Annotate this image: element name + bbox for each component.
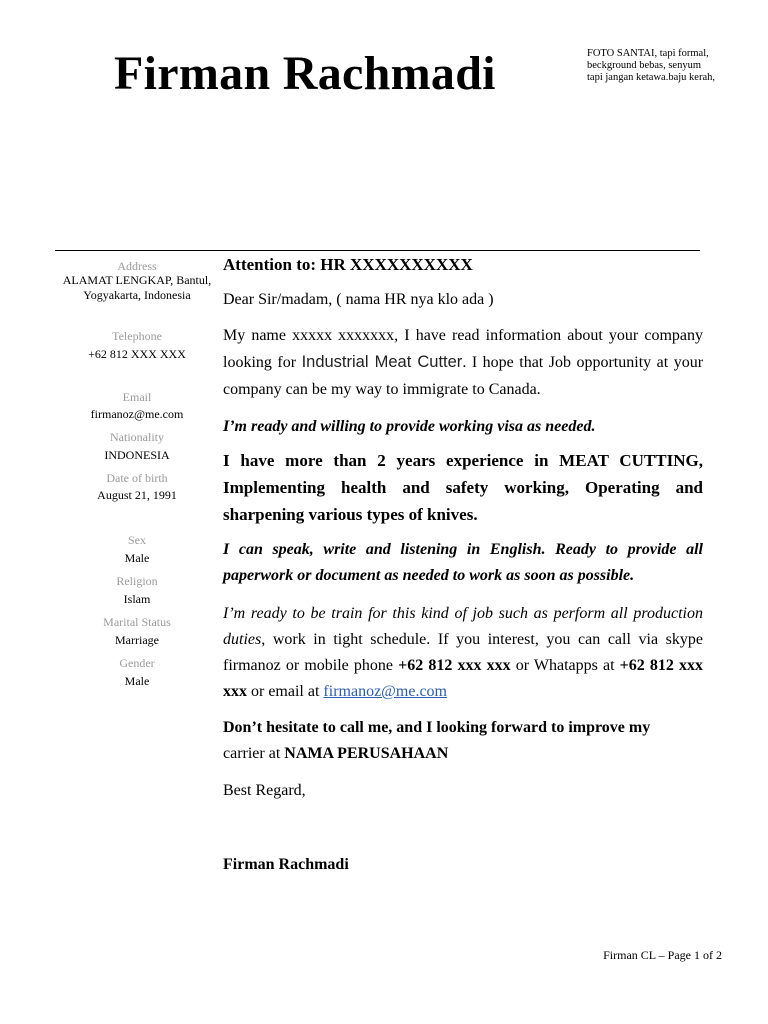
position-title: Industrial Meat Cutter [301, 353, 463, 371]
language-paragraph: I can speak, write and listening in English. Ready to provide all paperwork or document as needed to work as soon as possible. [223, 541, 703, 584]
marital-status-label: Marital Status [103, 615, 171, 629]
email-value: firmanoz@me.com [90, 407, 184, 421]
signature-name: Firman Rachmadi [223, 856, 349, 873]
closing-paragraph [223, 715, 703, 767]
photo-placeholder-note: FOTO SANTAI, tapi formal, beckground bebas, senyum tapi jangan ketawa.baju kerah, [587, 48, 715, 83]
mobile-phone-number: +62 812 xxx xxx [398, 657, 511, 674]
personal-info-sidebar [52, 259, 222, 689]
date-of-birth-label: Date of birth [106, 471, 168, 485]
attention-line: Attention to: HR XXXXXXXXXX [223, 255, 473, 274]
visa-statement: I’m ready and willing to provide working visa as needed. [223, 418, 596, 435]
nationality-label: Nationality [110, 430, 164, 444]
best-regard: Best Regard, [223, 782, 306, 799]
contact-text-c: or email at [247, 683, 324, 700]
contact-paragraph [223, 601, 703, 705]
closing-bold-text: Don’t hesitate to call me, and I looking forward to improve my [223, 719, 651, 736]
gender-label: Gender [119, 656, 155, 670]
contact-text-a: , work in tight schedule. If you interest, you can call via skype firmanoz or mobile phone [223, 631, 703, 674]
intro-paragraph [223, 322, 703, 403]
intro-text-b: . I hope that Job opportunity at your company can be my way to immigrate to Canada. [223, 354, 704, 398]
whatsapp-number: +62 812 xxx xxx [223, 657, 703, 700]
email-label: Email [122, 390, 152, 404]
contact-text-b: or Whatapps at [510, 657, 620, 674]
greeting: Dear Sir/madam, ( nama HR nya klo ada ) [223, 291, 494, 308]
telephone-label: Telephone [112, 329, 162, 343]
intro-text-a: My name xxxxx xxxxxxx, I have read information about your company looking for [223, 327, 703, 371]
religion-value: Islam [123, 592, 151, 606]
address-label: Address [117, 259, 157, 273]
closing-text: carrier at [223, 745, 285, 762]
company-name: NAMA PERUSAHAAN [284, 745, 449, 762]
applicant-name-heading: Firman Rachmadi [114, 47, 496, 100]
sex-label: Sex [128, 533, 146, 547]
nationality-value: INDONESIA [104, 448, 170, 462]
address-line-1: ALAMAT LENGKAP, Bantul, [62, 273, 212, 287]
email-link[interactable]: firmanoz@me.com [323, 683, 447, 700]
telephone-value: +62 812 XXX XXX [88, 347, 186, 361]
letter-body [223, 254, 703, 875]
experience-paragraph: I have more than 2 years experience in MEAT CUTTING, Implementing health and safety working, Operating and sharpening various types of knives. [223, 451, 703, 524]
sex-value: Male [124, 551, 150, 565]
gender-value: Male [124, 674, 150, 688]
page-footer: Firman CL – Page 1 of 2 [603, 948, 722, 962]
header-divider [55, 250, 700, 251]
date-of-birth-value: August 21, 1991 [97, 488, 177, 502]
religion-label: Religion [116, 574, 158, 588]
contact-italic-text: I’m ready to be train for this kind of job such as perform all production duties [223, 605, 703, 648]
address-line-2: Yogyakarta, Indonesia [83, 288, 191, 302]
marital-status-value: Marriage [115, 633, 159, 647]
